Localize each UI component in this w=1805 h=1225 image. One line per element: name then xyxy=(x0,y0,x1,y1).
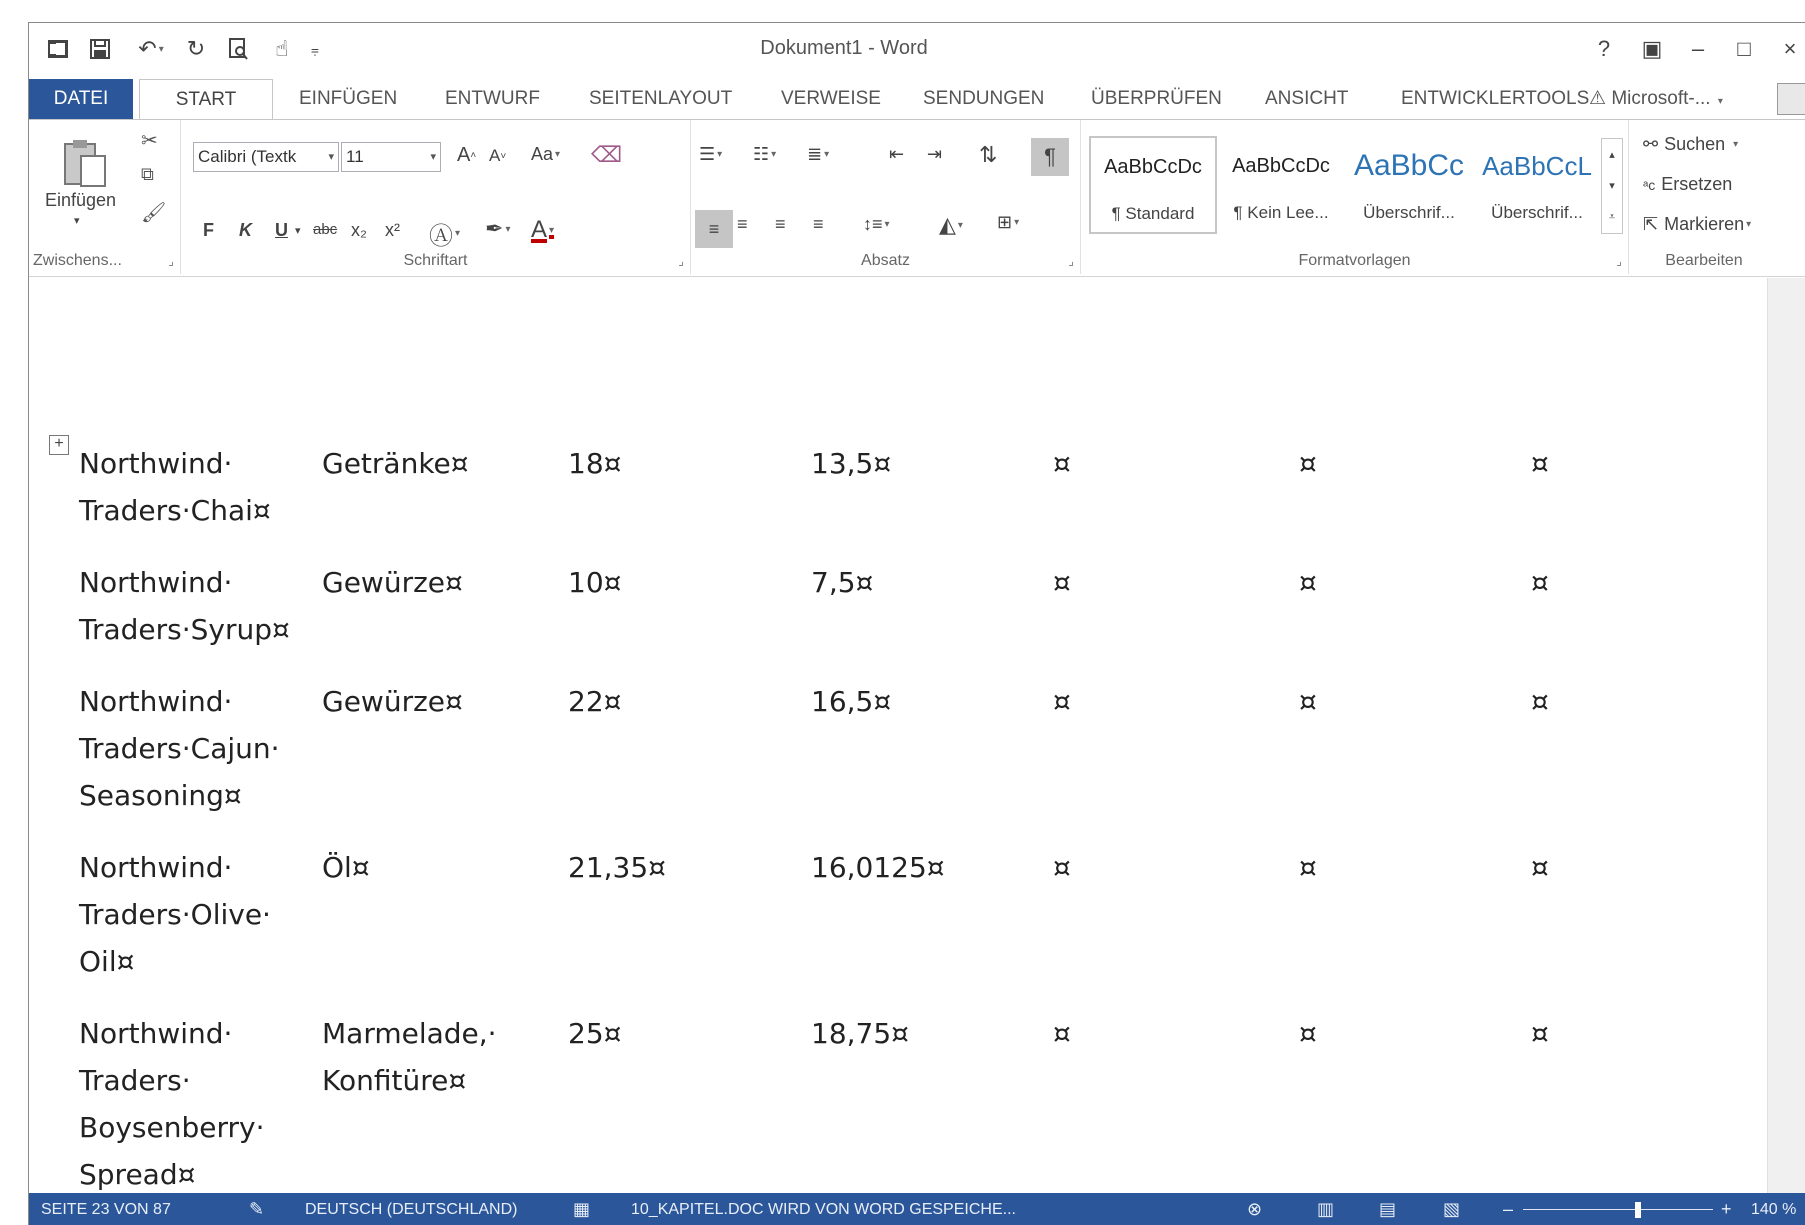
table-move-handle-icon[interactable]: + xyxy=(49,435,69,455)
discount-price-cell[interactable] xyxy=(811,844,1053,1010)
cell-text: ¤ xyxy=(1299,447,1317,480)
cell-line: Gewürze¤ xyxy=(322,566,463,599)
styles-group-label: Formatvorlagen xyxy=(1298,252,1411,269)
copy-icon[interactable]: ⧉ xyxy=(141,164,154,184)
cursor-icon: ⇱ xyxy=(1643,214,1659,234)
touch-mode-icon[interactable]: ☝ xyxy=(275,36,289,61)
macro-recording-icon[interactable]: ▦ xyxy=(573,1199,591,1219)
empty-cell[interactable] xyxy=(1299,844,1531,1010)
empty-cell[interactable] xyxy=(1053,1010,1299,1193)
empty-cell[interactable] xyxy=(1053,844,1299,1010)
cell-text: ¤ xyxy=(1299,1017,1317,1050)
cell-line: Oil¤ xyxy=(79,945,135,978)
strikethrough-button[interactable]: abc xyxy=(313,221,338,238)
empty-cell[interactable] xyxy=(1299,440,1531,559)
product-name-cell[interactable] xyxy=(79,440,322,559)
font-name-select[interactable]: Calibri (Textk ▾ xyxy=(193,142,339,172)
zoom-level[interactable]: 140 % xyxy=(1751,1201,1797,1218)
price-cell[interactable] xyxy=(568,844,811,1010)
show-marks-button[interactable]: ¶ xyxy=(1031,138,1069,176)
redo-icon[interactable]: ↻ xyxy=(186,36,206,61)
italic-button[interactable]: K xyxy=(239,220,252,240)
justify-icon[interactable]: ≡ xyxy=(813,214,824,234)
tab-ansicht[interactable]: ANSICHT xyxy=(1265,88,1349,109)
help-button[interactable]: ? xyxy=(1597,36,1611,61)
tab-verweise[interactable]: VERWEISE xyxy=(781,88,881,109)
binoculars-icon: ⚯ xyxy=(1643,134,1659,154)
tab-entwicklertools[interactable]: ENTWICKLERTOOLS xyxy=(1401,88,1590,109)
align-left-icon[interactable]: ≡ xyxy=(695,210,733,248)
cell-line: Northwind· xyxy=(79,685,233,718)
text-effects-icon[interactable]: Ⓐ ▾ xyxy=(429,223,461,250)
cell-line: Spread¤ xyxy=(79,1158,196,1191)
multilevel-list-icon[interactable]: ≣ ▾ xyxy=(807,144,830,164)
table-row xyxy=(79,678,1691,844)
select-button[interactable]: ⇱ Markieren ▾ xyxy=(1643,214,1752,234)
styles-launcher-icon[interactable]: ⌟ xyxy=(1616,254,1622,268)
line-spacing-icon[interactable]: ↕≡ ▾ xyxy=(863,214,890,234)
read-mode-icon[interactable]: ▥ xyxy=(1317,1199,1335,1219)
cell-line: Traders·Olive· xyxy=(79,898,271,931)
language-indicator[interactable]: DEUTSCH (DEUTSCHLAND) xyxy=(305,1201,518,1218)
warning-icon: ⚠ xyxy=(1589,88,1607,109)
empty-cell[interactable] xyxy=(1531,1010,1691,1193)
cell-line: Northwind· xyxy=(79,447,233,480)
table-row xyxy=(79,1010,1691,1193)
word-window xyxy=(28,22,1805,1225)
cell-line: Northwind· xyxy=(79,1017,233,1050)
borders-icon[interactable]: ⊞ ▾ xyxy=(997,212,1020,232)
proofing-icon[interactable]: ✎ xyxy=(249,1199,265,1219)
cell-line: Getränke¤ xyxy=(322,447,469,480)
highlight-icon[interactable]: ✒ ▾ xyxy=(485,216,511,241)
cell-line: Traders·Chai¤ xyxy=(79,494,271,527)
title-bar xyxy=(29,23,1805,79)
underline-button[interactable]: U xyxy=(275,220,288,240)
align-center-icon[interactable]: ≡ xyxy=(737,214,748,234)
cut-icon[interactable]: ✂ xyxy=(141,130,158,152)
discount-price-cell[interactable] xyxy=(811,559,1053,678)
clipboard-launcher-icon[interactable]: ⌟ xyxy=(168,254,174,268)
category-cell[interactable] xyxy=(322,440,568,559)
table-row xyxy=(79,559,1691,678)
align-right-icon[interactable]: ≡ xyxy=(775,214,786,234)
tab-ueberpruefen[interactable]: ÜBERPRÜFEN xyxy=(1091,88,1222,109)
cell-text: 7,5¤ xyxy=(811,566,874,599)
cell-text: ¤ xyxy=(1299,851,1317,884)
minimize-button[interactable]: – xyxy=(1691,36,1705,61)
paste-icon[interactable] xyxy=(59,136,111,190)
empty-cell[interactable] xyxy=(1531,440,1691,559)
cell-text: 18,75¤ xyxy=(811,1017,909,1050)
tab-datei[interactable]: DATEI xyxy=(29,79,133,119)
status-bar xyxy=(29,1193,1805,1225)
group-paragraph xyxy=(691,120,1081,274)
shading-icon[interactable]: ◭ ▾ xyxy=(939,212,963,237)
cell-text: 21,35¤ xyxy=(568,851,666,884)
subscript-button[interactable]: x₂ xyxy=(351,220,367,240)
category-cell[interactable] xyxy=(322,678,568,844)
product-name-cell[interactable] xyxy=(79,844,322,1010)
paragraph-group-label: Absatz xyxy=(861,252,910,269)
empty-cell[interactable] xyxy=(1299,559,1531,678)
undo-icon[interactable]: ↶ ▾ xyxy=(138,36,164,61)
discount-price-cell[interactable] xyxy=(811,1010,1053,1193)
paragraph-launcher-icon[interactable]: ⌟ xyxy=(1068,254,1074,268)
paste-button[interactable]: Einfügen xyxy=(45,190,117,210)
cell-text: ¤ xyxy=(1531,1017,1549,1050)
category-cell[interactable] xyxy=(322,1010,568,1193)
font-group-label: Schriftart xyxy=(403,252,468,269)
close-button[interactable]: × xyxy=(1783,36,1797,61)
empty-cell[interactable] xyxy=(1299,678,1531,844)
increase-indent-icon[interactable]: ⇥ xyxy=(927,144,943,164)
decrease-indent-icon[interactable]: ⇤ xyxy=(889,144,905,164)
cell-text: ¤ xyxy=(1299,685,1317,718)
table-row xyxy=(79,440,1691,559)
cell-text: ¤ xyxy=(1531,685,1549,718)
empty-cell[interactable] xyxy=(1053,678,1299,844)
price-cell[interactable] xyxy=(568,559,811,678)
format-painter-icon[interactable]: 🖌 xyxy=(141,202,167,224)
tab-sendungen[interactable]: SENDUNGEN xyxy=(923,88,1045,109)
sort-icon[interactable]: ⇅ xyxy=(979,142,998,167)
page-indicator[interactable]: SEITE 23 VON 87 xyxy=(41,1201,171,1218)
change-case-button[interactable]: Aa ▾ xyxy=(531,144,561,164)
empty-cell[interactable] xyxy=(1299,1010,1531,1193)
cell-text: 22¤ xyxy=(568,685,622,718)
cell-text: ¤ xyxy=(1531,851,1549,884)
clipboard-group-label: Zwischens... xyxy=(33,252,122,269)
price-cell[interactable] xyxy=(568,1010,811,1193)
account-name: Microsoft-... xyxy=(1611,88,1711,109)
cell-line: Traders· xyxy=(79,1064,191,1097)
numbering-icon[interactable]: ☷ ▾ xyxy=(753,144,777,164)
cell-text: 13,5¤ xyxy=(811,447,892,480)
replace-button[interactable]: ᵃc Ersetzen xyxy=(1643,174,1733,194)
cell-line: Traders·Syrup¤ xyxy=(79,613,290,646)
tab-start[interactable]: START xyxy=(139,79,273,120)
discount-price-cell[interactable] xyxy=(811,440,1053,559)
empty-cell[interactable] xyxy=(1053,559,1299,678)
group-font xyxy=(181,120,691,274)
ribbon-tabs xyxy=(29,79,1805,119)
cell-text: ¤ xyxy=(1053,1017,1071,1050)
font-launcher-icon[interactable]: ⌟ xyxy=(678,254,684,268)
ribbon xyxy=(29,119,1805,277)
group-clipboard xyxy=(29,120,181,274)
cell-text: 16,5¤ xyxy=(811,685,892,718)
cell-text: 16,0125¤ xyxy=(811,851,945,884)
empty-cell[interactable] xyxy=(1531,559,1691,678)
document-area[interactable] xyxy=(29,278,1767,1193)
style-standard[interactable]: AaBbCcDc ¶ Standard xyxy=(1089,136,1217,234)
cell-line: Seasoning¤ xyxy=(79,779,242,812)
paste-dropdown-icon[interactable]: ▾ xyxy=(74,215,80,227)
cell-text: ¤ xyxy=(1531,566,1549,599)
cell-text: ¤ xyxy=(1053,685,1071,718)
tab-seitenlayout[interactable]: SEITENLAYOUT xyxy=(589,88,733,109)
zoom-in-icon[interactable]: + xyxy=(1721,1199,1732,1219)
bullets-icon[interactable]: ☰ ▾ xyxy=(699,144,723,164)
vertical-scrollbar[interactable] xyxy=(1767,278,1805,1193)
cell-line: Konfitüre¤ xyxy=(322,1064,467,1097)
superscript-button[interactable]: x² xyxy=(385,220,400,240)
chevron-down-icon: ▾ xyxy=(1717,96,1723,107)
price-cell[interactable] xyxy=(568,440,811,559)
cell-text: 18¤ xyxy=(568,447,622,480)
product-name-cell[interactable] xyxy=(79,1010,322,1193)
cancel-save-icon[interactable]: ⊗ xyxy=(1247,1199,1263,1219)
empty-cell[interactable] xyxy=(1531,844,1691,1010)
product-name-cell[interactable] xyxy=(79,678,322,844)
print-layout-icon[interactable]: ▤ xyxy=(1379,1199,1397,1219)
grow-font-icon[interactable]: A ˄ xyxy=(457,144,477,166)
cell-line: Gewürze¤ xyxy=(322,685,463,718)
maximize-button[interactable]: □ xyxy=(1737,36,1751,61)
save-status: 10_KAPITEL.DOC WIRD VON WORD GESPEICHE... xyxy=(631,1201,1016,1218)
category-cell[interactable] xyxy=(322,844,568,1010)
cell-line: Marmelade,· xyxy=(322,1017,497,1050)
avatar[interactable] xyxy=(1777,83,1805,115)
cell-line: Traders·Cajun· xyxy=(79,732,280,765)
cell-text: ¤ xyxy=(1531,447,1549,480)
editing-group-label: Bearbeiten xyxy=(1665,252,1743,269)
underline-dropdown-icon[interactable]: ▾ xyxy=(295,225,301,237)
table-row xyxy=(79,844,1691,1010)
product-name-cell[interactable] xyxy=(79,559,322,678)
group-editing xyxy=(1629,120,1779,274)
group-styles xyxy=(1081,120,1629,274)
web-layout-icon[interactable]: ▧ xyxy=(1443,1199,1461,1219)
empty-cell[interactable] xyxy=(1053,440,1299,559)
tab-einfuegen[interactable]: EINFÜGEN xyxy=(299,88,398,109)
font-color-icon[interactable]: A ▾ xyxy=(531,216,555,243)
cell-line: Boysenberry· xyxy=(79,1111,265,1144)
cell-text: ¤ xyxy=(1053,447,1071,480)
cell-text: ¤ xyxy=(1053,566,1071,599)
customize-icon[interactable]: ⩦ xyxy=(310,40,320,57)
style-ueberschrift-2[interactable]: AaBbCcL Überschrif... xyxy=(1482,151,1592,222)
tab-entwurf[interactable]: ENTWURF xyxy=(445,88,540,109)
empty-cell[interactable] xyxy=(1531,678,1691,844)
price-cell[interactable] xyxy=(568,678,811,844)
clear-formatting-icon[interactable]: ⌫ xyxy=(591,142,623,167)
cell-line: Northwind· xyxy=(79,851,233,884)
zoom-slider[interactable] xyxy=(1523,1193,1713,1225)
font-size-select[interactable]: 11 ▾ xyxy=(341,142,441,172)
cell-text: ¤ xyxy=(1299,566,1317,599)
bold-button[interactable]: F xyxy=(203,220,214,240)
product-table xyxy=(79,440,1691,1193)
category-cell[interactable] xyxy=(322,559,568,678)
zoom-out-icon[interactable]: – xyxy=(1503,1199,1514,1219)
cell-text: 10¤ xyxy=(568,566,622,599)
cell-line: Northwind· xyxy=(79,566,233,599)
cell-line: Öl¤ xyxy=(322,851,370,884)
style-ueberschrift-1[interactable]: AaBbCc Überschrif... xyxy=(1353,149,1465,222)
cell-text: 25¤ xyxy=(568,1017,622,1050)
account-menu[interactable] xyxy=(1589,79,1723,119)
replace-icon: ᵃc xyxy=(1643,176,1656,193)
discount-price-cell[interactable] xyxy=(811,678,1053,844)
shrink-font-icon[interactable]: A ˅ xyxy=(489,146,507,165)
style-kein-leerraum[interactable]: AaBbCcDc ¶ Kein Lee... xyxy=(1232,155,1330,222)
document-title: Dokument1 - Word xyxy=(760,37,928,59)
ribbon-options-button[interactable]: ▣ xyxy=(1641,36,1663,61)
cell-text: ¤ xyxy=(1053,851,1071,884)
find-button[interactable]: ⚯ Suchen ▾ xyxy=(1643,134,1739,154)
styles-scroll-icon[interactable]: ▴ ▾ ⩡ xyxy=(1601,138,1623,234)
